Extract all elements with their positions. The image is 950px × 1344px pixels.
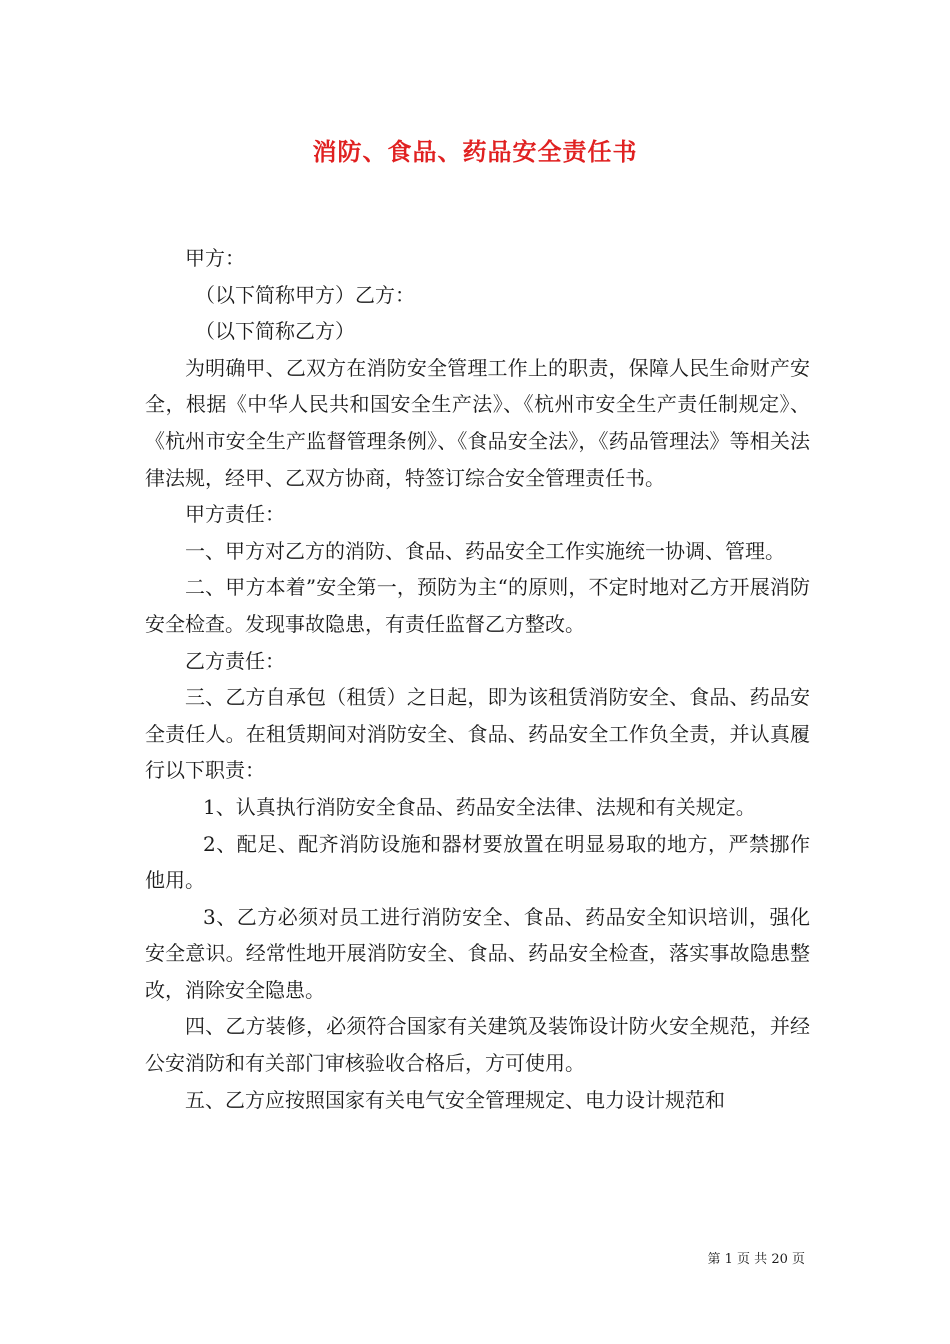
party-b-line: （以下简称甲方）乙方： [195,282,415,307]
duty-3: 3、乙方必须对员工进行消防安全、食品、药品安全知识培训，强化安全意识。经常性地开展消防安全、食品、药品安全检查，落实事故隐患整改，消除安全隐患。 [145,904,810,1002]
document-body [145,240,810,1118]
document-title: 消防、食品、药品安全责任书 [312,137,638,166]
duty-2: 2、配足、配齐消防设施和器材要放置在明显易取的地方，严禁挪作他用。 [145,831,810,893]
preamble-paragraph: 为明确甲、乙双方在消防安全管理工作上的职责，保障人民生命财产安全，根据《中华人民共和国安全生产法》、《杭州市安全生产责任制规定》、《杭州市安全生产监督管理条例》、《食品安全法》，《药品管理法》等相关法律法规，经甲、乙双方协商，特签订综合安全管理责任书。 [145,355,810,490]
page-number: 第 1 页 共 20 页 [707,1252,805,1267]
duty-1: 1、认真执行消防安全食品、药品安全法律、法规和有关规定。 [203,794,756,819]
clause-5: 五、乙方应按照国家有关电气安全管理规定、电力设计规范和 [185,1087,725,1112]
party-a-line: 甲方： [185,246,245,270]
party-a-responsibility-heading: 甲方责任： [185,502,285,527]
party-b-responsibility-heading: 乙方责任： [185,648,285,673]
clause-4: 四、乙方装修，必须符合国家有关建筑及装饰设计防火安全规范，并经公安消防和有关部门审核验收合格后，方可使用。 [145,1014,810,1076]
clause-3: 三、乙方自承包（租赁）之日起，即为该租赁消防安全、食品、药品安全责任人。在租赁期间对消防安全、食品、药品安全工作负全责，并认真履行以下职责： [145,685,810,783]
clause-2: 二、甲方本着”安全第一，预防为主“的原则，不定时地对乙方开展消防安全检查。发现事故隐患，有责任监督乙方整改。 [145,575,810,636]
party-b-abbrev-line: （以下简称乙方） [195,319,355,344]
clause-1: 一、甲方对乙方的消防、食品、药品安全工作实施统一协调、管理。 [185,538,785,563]
